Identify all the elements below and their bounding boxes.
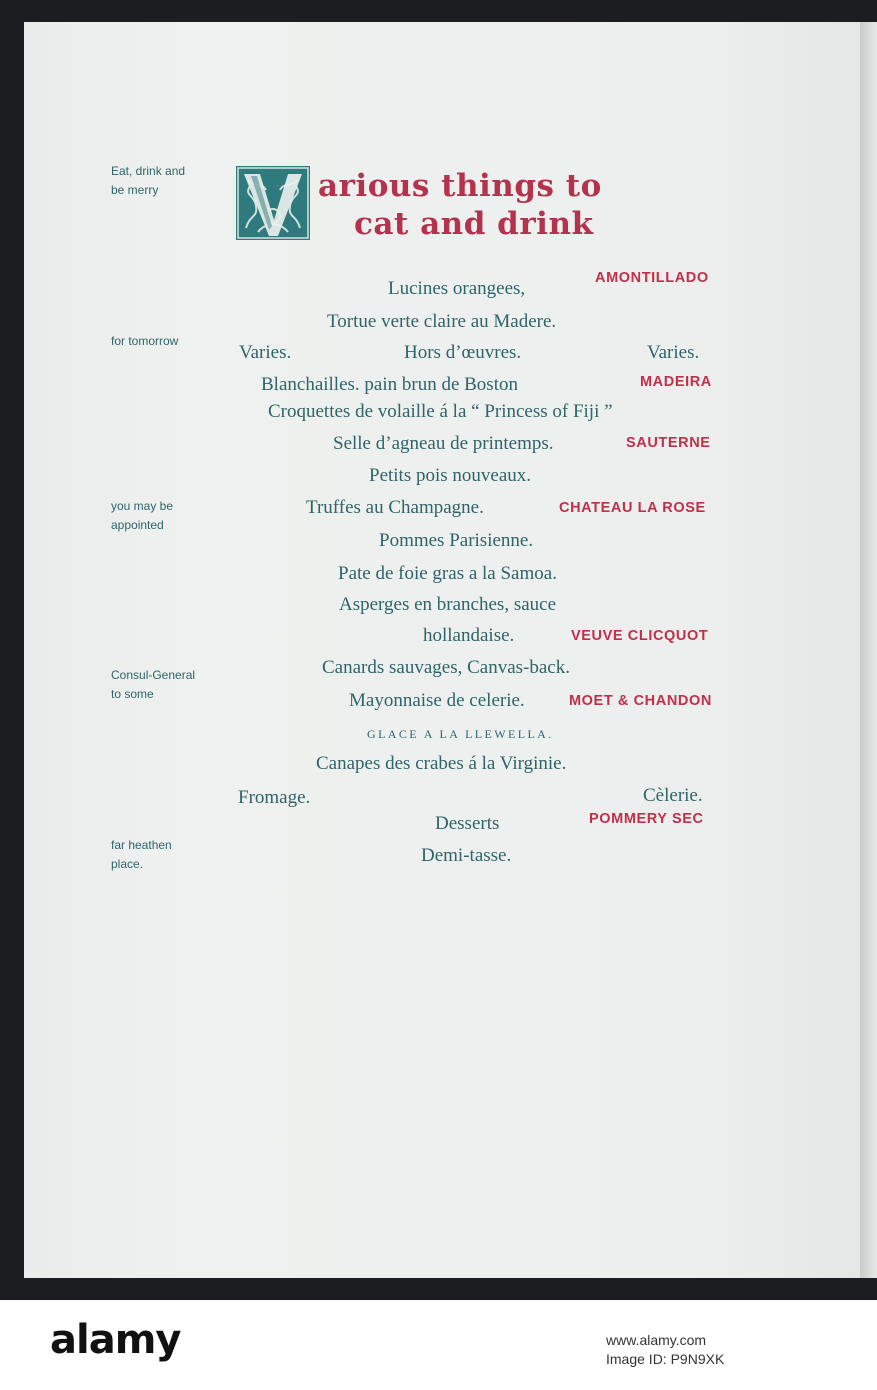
site-url: www.alamy.com [606, 1332, 707, 1348]
menu-item: hollandaise. [423, 625, 515, 646]
sidebar-note-line: appointed [111, 518, 164, 532]
sidebar-note-line: to some [111, 687, 154, 701]
wine-label: CHATEAU LA ROSE [559, 500, 706, 516]
image-id: Image ID: P9N9XK [606, 1351, 725, 1367]
menu-item: Mayonnaise de celerie. [349, 690, 525, 711]
sidebar-note-5 [111, 836, 241, 874]
sidebar-note-line: Eat, drink and [111, 164, 186, 178]
alamy-logo: alamy [50, 1317, 181, 1363]
menu-item: Varies. [239, 342, 292, 363]
sidebar-note-1 [111, 162, 241, 200]
wine-label: MADEIRA [640, 374, 712, 390]
menu-item: Fromage. [238, 787, 311, 808]
sidebar-note-line: be merry [111, 183, 159, 197]
sidebar-note-line: Consul-General [111, 668, 196, 682]
menu-item: Canards sauvages, Canvas-back. [322, 657, 570, 678]
menu-item: Pate de foie gras a la Samoa. [338, 563, 557, 584]
decorative-initial-v [236, 166, 310, 240]
sidebar-note-4 [111, 666, 241, 704]
sidebar-note-3 [111, 497, 241, 535]
menu-item: Asperges en branches, sauce [339, 594, 557, 615]
menu-item: Demi-tasse. [421, 845, 512, 866]
title-line-2: cat and drink [354, 206, 594, 242]
sidebar-note-line: place. [111, 857, 144, 871]
menu-item: Cèlerie. [643, 785, 703, 806]
menu-item: Varies. [647, 342, 700, 363]
menu-item: Petits pois nouveaux. [369, 465, 532, 486]
menu-item: Blanchailles. pain brun de Boston [261, 374, 518, 395]
ornament-icon [236, 166, 310, 240]
sidebar-note-2 [111, 332, 241, 351]
wine-label: POMMERY SEC [589, 811, 704, 827]
menu-item: GLACE A LA LLEWELLA. [367, 727, 554, 741]
sidebar-note-line: far heathen [111, 838, 172, 852]
menu-item: Hors d’œuvres. [404, 342, 522, 363]
menu-item: Croquettes de volaille á la “ Princess of Fiji ” [268, 401, 613, 422]
sidebar-note-line: for tomorrow [111, 334, 179, 348]
menu-item: Pommes Parisienne. [379, 530, 534, 551]
title-line-1: arious things to [318, 168, 602, 204]
menu-item: Canapes des crabes á la Virginie. [316, 753, 567, 774]
menu-item: Lucines orangees, [388, 278, 526, 299]
menu-item: Truffes au Champagne. [306, 497, 484, 518]
wine-label: AMONTILLADO [595, 270, 709, 286]
menu-item: Selle d’agneau de printemps. [333, 433, 554, 454]
wine-label: VEUVE CLICQUOT [571, 628, 709, 644]
menu-item: Desserts [435, 813, 500, 834]
menu-item: Tortue verte claire au Madere. [327, 311, 557, 332]
wine-label: SAUTERNE [626, 435, 711, 451]
wine-label: MOET & CHANDON [569, 693, 712, 709]
page-edge [860, 22, 877, 1278]
sidebar-note-line: you may be [111, 499, 174, 513]
